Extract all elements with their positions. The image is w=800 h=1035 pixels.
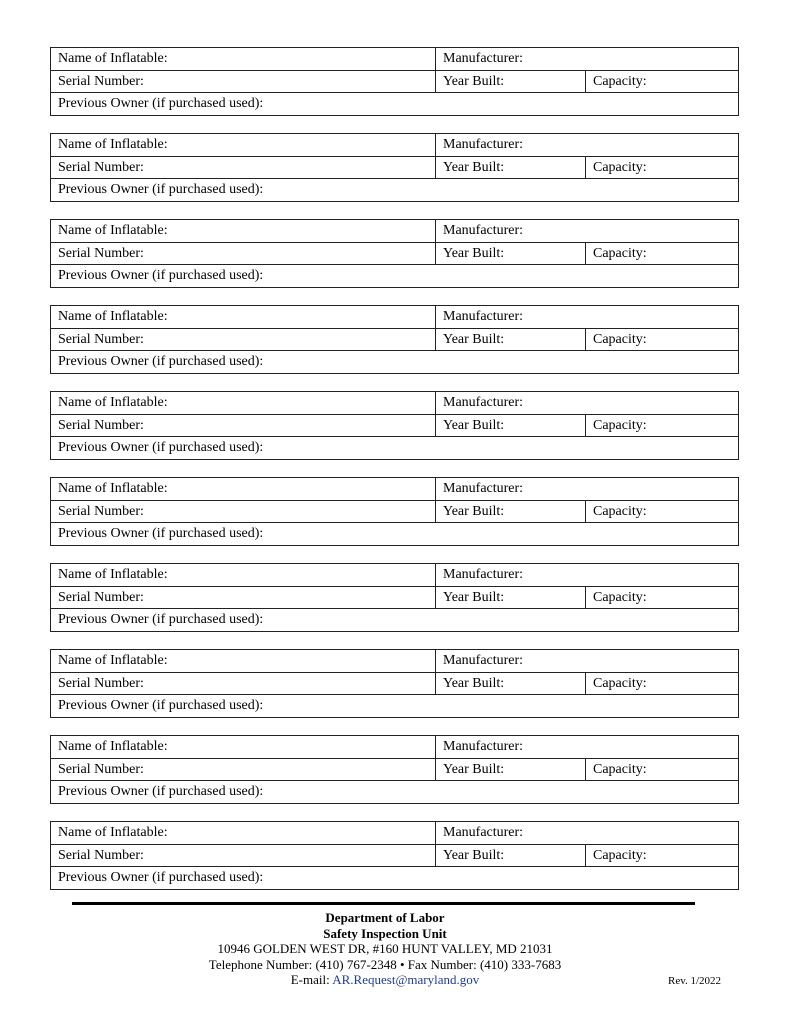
year-built-field[interactable]: Year Built:: [436, 70, 586, 93]
name-of-inflatable-field[interactable]: Name of Inflatable:: [51, 48, 436, 71]
name-of-inflatable-field[interactable]: Name of Inflatable:: [51, 564, 436, 587]
year-built-field[interactable]: Year Built:: [436, 672, 586, 695]
block-gap: [50, 460, 738, 478]
previous-owner-field[interactable]: Previous Owner (if purchased used):: [51, 781, 739, 804]
revision-label: Rev. 1/2022: [668, 975, 722, 987]
block-gap: [50, 804, 738, 822]
capacity-field[interactable]: Capacity:: [586, 156, 739, 179]
previous-owner-field[interactable]: Previous Owner (if purchased used):: [51, 351, 739, 374]
block-gap: [50, 718, 738, 736]
year-built-field[interactable]: Year Built:: [436, 500, 586, 523]
serial-number-field[interactable]: Serial Number:: [51, 414, 436, 437]
manufacturer-field[interactable]: Manufacturer:: [436, 822, 739, 845]
capacity-field[interactable]: Capacity:: [586, 586, 739, 609]
name-of-inflatable-field[interactable]: Name of Inflatable:: [51, 650, 436, 673]
manufacturer-field[interactable]: Manufacturer:: [436, 736, 739, 759]
previous-owner-field[interactable]: Previous Owner (if purchased used):: [51, 523, 739, 546]
block-gap: [50, 202, 738, 220]
unit-name: Safety Inspection Unit: [323, 925, 447, 941]
name-of-inflatable-field[interactable]: Name of Inflatable:: [51, 134, 436, 157]
inflatable-entry-4: [50, 305, 739, 374]
capacity-field[interactable]: Capacity:: [586, 328, 739, 351]
previous-owner-field[interactable]: Previous Owner (if purchased used):: [51, 609, 739, 632]
previous-owner-field[interactable]: Previous Owner (if purchased used):: [51, 265, 739, 288]
inflatable-entry-3: [50, 219, 739, 288]
manufacturer-field[interactable]: Manufacturer:: [436, 478, 739, 501]
previous-owner-field[interactable]: Previous Owner (if purchased used):: [51, 695, 739, 718]
serial-number-field[interactable]: Serial Number:: [51, 242, 436, 265]
year-built-field[interactable]: Year Built:: [436, 586, 586, 609]
serial-number-field[interactable]: Serial Number:: [51, 672, 436, 695]
previous-owner-field[interactable]: Previous Owner (if purchased used):: [51, 437, 739, 460]
manufacturer-field[interactable]: Manufacturer:: [436, 134, 739, 157]
capacity-field[interactable]: Capacity:: [586, 672, 739, 695]
department-name: Department of Labor: [325, 910, 445, 925]
serial-number-field[interactable]: Serial Number:: [51, 328, 436, 351]
serial-number-field[interactable]: Serial Number:: [51, 500, 436, 523]
year-built-field[interactable]: Year Built:: [436, 414, 586, 437]
previous-owner-field[interactable]: Previous Owner (if purchased used):: [51, 179, 739, 202]
year-built-field[interactable]: Year Built:: [436, 328, 586, 351]
email-link[interactable]: AR.Request@maryland.gov: [332, 972, 480, 987]
inflatable-entry-5: [50, 391, 739, 460]
footer-divider: [72, 902, 695, 905]
address: 10946 GOLDEN WEST DR, #160 HUNT VALLEY, MD 21031: [217, 941, 553, 956]
manufacturer-field[interactable]: Manufacturer:: [436, 650, 739, 673]
capacity-field[interactable]: Capacity:: [586, 70, 739, 93]
email-line: [130, 972, 640, 988]
name-of-inflatable-field[interactable]: Name of Inflatable:: [51, 392, 436, 415]
manufacturer-field[interactable]: Manufacturer:: [436, 564, 739, 587]
serial-number-field[interactable]: Serial Number:: [51, 758, 436, 781]
year-built-field[interactable]: Year Built:: [436, 844, 586, 867]
inflatable-entry-9: [50, 735, 739, 804]
inflatable-entry-8: [50, 649, 739, 718]
capacity-field[interactable]: Capacity:: [586, 758, 739, 781]
block-gap: [50, 374, 738, 392]
previous-owner-field[interactable]: Previous Owner (if purchased used):: [51, 867, 739, 890]
footer: [130, 910, 640, 988]
name-of-inflatable-field[interactable]: Name of Inflatable:: [51, 306, 436, 329]
capacity-field[interactable]: Capacity:: [586, 242, 739, 265]
email-label: E-mail:: [290, 972, 333, 987]
serial-number-field[interactable]: Serial Number:: [51, 844, 436, 867]
serial-number-field[interactable]: Serial Number:: [51, 156, 436, 179]
year-built-field[interactable]: Year Built:: [436, 758, 586, 781]
year-built-field[interactable]: Year Built:: [436, 156, 586, 179]
name-of-inflatable-field[interactable]: Name of Inflatable:: [51, 220, 436, 243]
manufacturer-field[interactable]: Manufacturer:: [436, 392, 739, 415]
manufacturer-field[interactable]: Manufacturer:: [436, 220, 739, 243]
inflatable-entry-2: [50, 133, 739, 202]
name-of-inflatable-field[interactable]: Name of Inflatable:: [51, 478, 436, 501]
block-gap: [50, 632, 738, 650]
capacity-field[interactable]: Capacity:: [586, 844, 739, 867]
manufacturer-field[interactable]: Manufacturer:: [436, 306, 739, 329]
inflatable-entry-7: [50, 563, 739, 632]
inflatable-entry-10: [50, 821, 739, 890]
block-gap: [50, 116, 738, 134]
name-of-inflatable-field[interactable]: Name of Inflatable:: [51, 822, 436, 845]
capacity-field[interactable]: Capacity:: [586, 414, 739, 437]
phone-fax: Telephone Number: (410) 767-2348 • Fax Number: (410) 333-7683: [208, 956, 562, 972]
manufacturer-field[interactable]: Manufacturer:: [436, 48, 739, 71]
previous-owner-field[interactable]: Previous Owner (if purchased used):: [51, 93, 739, 116]
inflatable-entry-1: [50, 47, 739, 116]
block-gap: [50, 546, 738, 564]
serial-number-field[interactable]: Serial Number:: [51, 586, 436, 609]
inflatable-entry-6: [50, 477, 739, 546]
inflatable-forms: [50, 47, 738, 890]
capacity-field[interactable]: Capacity:: [586, 500, 739, 523]
serial-number-field[interactable]: Serial Number:: [51, 70, 436, 93]
year-built-field[interactable]: Year Built:: [436, 242, 586, 265]
block-gap: [50, 288, 738, 306]
name-of-inflatable-field[interactable]: Name of Inflatable:: [51, 736, 436, 759]
